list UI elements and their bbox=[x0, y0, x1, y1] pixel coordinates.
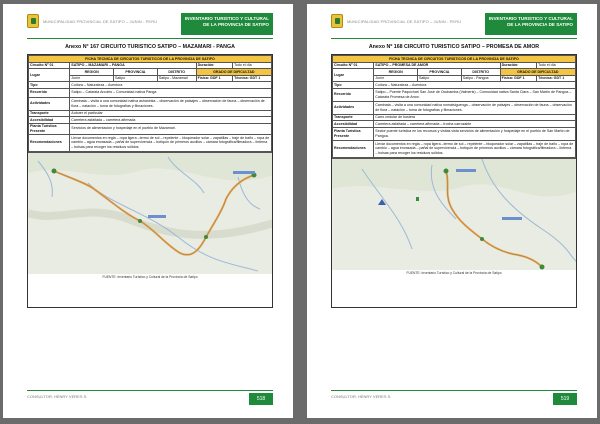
municipality-name: MUNICIPALIDAD PROVINCIAL DE SATIPO – JUNIN - PERU bbox=[43, 19, 158, 24]
map-caption: FUENTE: Inventario Turístico y Cultural de la Provincia de Satipo bbox=[102, 274, 198, 279]
duration-label: Duración: bbox=[196, 62, 232, 69]
transport-value: Autorer el particular bbox=[70, 110, 272, 117]
circuit-table bbox=[332, 55, 576, 158]
document-page-left bbox=[3, 4, 293, 418]
plant-value: Sector puente turística en los recursos y visitas vista servicios de alimentación y hospedaje en el pueblo de San Martín de Pangoa. bbox=[374, 127, 576, 140]
annex-title: Anexo Nº 168 CIRCUITO TURISTICO SATIPO – PROMESA DE AMOR bbox=[368, 44, 540, 50]
circuit-label: Circuito Nº 01 bbox=[333, 62, 374, 69]
district-header: DISTRITO bbox=[461, 69, 500, 76]
physical-difficulty: Física: GDF 1 bbox=[500, 75, 536, 82]
map-graphic bbox=[28, 153, 272, 274]
circuit-table bbox=[28, 55, 272, 152]
plant-value: Servicios de alimentación y hospedaje en el pueblo de Mazamari. bbox=[70, 123, 272, 134]
province-value: Satipo bbox=[418, 75, 462, 82]
header-rule bbox=[27, 38, 273, 39]
page-number: 518 bbox=[249, 393, 273, 405]
annex-title: Anexo N° 167 CIRCUITO TURISTICO SATIPO – MAZAMARI - PANGA bbox=[65, 44, 235, 50]
header-rule bbox=[331, 38, 577, 39]
page-number: 519 bbox=[553, 393, 577, 405]
activities-label: Actividades bbox=[29, 97, 70, 110]
consultant-name: CONSULTOR: HENRY VERES S. bbox=[27, 394, 88, 399]
duration-value: Todo el día bbox=[537, 62, 576, 69]
duration-label: Duración: bbox=[500, 62, 536, 69]
header-title: INVENTARIO TURISTICO Y CULTURAL DE LA PROVINCIA DE SATIPO bbox=[181, 13, 273, 35]
document-page-right bbox=[307, 4, 597, 418]
route-map bbox=[332, 158, 576, 270]
circuit-name: SATIPO – MAZAMARI – PANGA bbox=[70, 62, 196, 69]
difficulty-header: GRADO DE DIFICULTAD bbox=[196, 69, 271, 76]
municipality-name: MUNICIPALIDAD PROVINCIAL DE SATIPO – JUNIN - PERU bbox=[347, 19, 462, 24]
activities-value: Caminata – visita a una comunidad nativa nomatsiguenga – observación de paisajes – observación de fauna – observación de flora – natación – toma de fotografías y filmaciones. bbox=[374, 101, 576, 114]
accessibility-label: Accesibilidad bbox=[29, 117, 70, 124]
province-header: PROVINCIA bbox=[418, 69, 462, 76]
recommendations-label: Recomendaciones bbox=[29, 134, 70, 151]
district-value: Satipo - Mazamari bbox=[157, 75, 196, 82]
accessibility-value: Carretera asfaltada – carretera afirmada – trocha carrozable bbox=[374, 121, 576, 128]
province-value: Satipo bbox=[114, 75, 158, 82]
region-value: Junín bbox=[374, 75, 418, 82]
route-map bbox=[28, 152, 272, 274]
place-label: Lugar bbox=[333, 69, 374, 82]
type-value: Cultura – Naturaleza – Aventura bbox=[70, 82, 272, 89]
recommendations-value: Llevar documentos en regla – ropa ligera –termo de sol – repelente – bloqueador solar – zapatillas – traje de baño – ropa de cambio – agua envasada – pañal de supervivencia – botiquín de primeros auxilios – cámara fotográfica/filmadora – linterna – bolsas para recoger los residuos sólidos. bbox=[70, 134, 272, 151]
accessibility-label: Accesibilidad bbox=[333, 121, 374, 128]
municipality-logo bbox=[27, 14, 39, 28]
circuit-sheet bbox=[27, 54, 273, 308]
physical-difficulty: Física: GDF 1 bbox=[196, 75, 232, 82]
difficulty-header: GRADO DE DIFICULTAD bbox=[500, 69, 575, 76]
header-title: INVENTARIO TURISTICO Y CULTURAL DE LA PROVINCIA DE SATIPO bbox=[485, 13, 577, 35]
transport-value: Carro cedular de hostera bbox=[374, 114, 576, 121]
circuit-label: Circuito Nº 01 bbox=[29, 62, 70, 69]
transport-label: Transporte bbox=[333, 114, 374, 121]
circuit-name: SATIPO – PROMESA DE AMOR bbox=[374, 62, 500, 69]
activities-label: Actividades bbox=[333, 101, 374, 114]
district-header: DISTRITO bbox=[157, 69, 196, 76]
plant-label: Planta Turística Presente bbox=[333, 127, 374, 140]
consultant-name: CONSULTOR: HENRY VERES S. bbox=[331, 394, 392, 399]
technical-difficulty: Técnica: GDT 1 bbox=[537, 75, 576, 82]
route-label: Recorrido bbox=[333, 88, 374, 101]
district-value: Satipo - Pangoa bbox=[461, 75, 500, 82]
circuit-sheet bbox=[331, 54, 577, 308]
recommendations-label: Recomendaciones bbox=[333, 140, 374, 157]
page-footer bbox=[331, 390, 577, 400]
province-header: PROVINCIA bbox=[114, 69, 158, 76]
page-header bbox=[27, 13, 273, 35]
page-footer bbox=[27, 390, 273, 400]
map-caption: FUENTE: Inventario Turístico y Cultural de la Provincia de Satipo bbox=[406, 270, 502, 275]
plant-label: Planta Turística Presente bbox=[29, 123, 70, 134]
region-header: REGION bbox=[70, 69, 114, 76]
recommendations-value: Llevar documentos en regla – ropa ligera –termo de sol – repelente – bloqueador solar – zapatillas – traje de baño – ropa de cambio – agua envasada – pañal de supervivencia – botiquín de primeros auxilios – cámara fotográfica/filmadora – linterna – bolsas para recoger los residuos sólidos. bbox=[374, 140, 576, 157]
transport-label: Transporte bbox=[29, 110, 70, 117]
route-value: Satipo – Puente Paquichari San José de Ocobamba (Valmeris) – Comunidad nativa Santa Clara – San Martín de Pangoa – Catarata Promesa de Amor. bbox=[374, 88, 576, 101]
duration-value: Todo el día bbox=[233, 62, 272, 69]
route-label: Recorrido bbox=[29, 88, 70, 97]
route-value: Satipo – Catarata Arcoiris – Comunidad nativa Panga bbox=[70, 88, 272, 97]
sheet-title: FICHA TECNICA DE CIRCUITOS TURISTICOS DE LA PROVINCIA DE SATIPO bbox=[29, 56, 272, 63]
accessibility-value: Carretera asfaltada – carretera afirmada bbox=[70, 117, 272, 124]
type-value: Cultura – Naturaleza – Aventura bbox=[374, 82, 576, 89]
page-header bbox=[331, 13, 577, 35]
sheet-title: FICHA TECNICA DE CIRCUITOS TURISTICOS DE LA PROVINCIA DE SATIPO bbox=[333, 56, 576, 63]
type-label: Tipo bbox=[333, 82, 374, 89]
type-label: Tipo bbox=[29, 82, 70, 89]
activities-value: Caminata – visita a una comunidad nativa ashaninka – observación de paisajes – observación de fauna – observación de flora – natación – toma de fotografías y filmaciones. bbox=[70, 97, 272, 110]
region-value: Junín bbox=[70, 75, 114, 82]
map-graphic bbox=[332, 159, 576, 270]
municipality-logo bbox=[331, 14, 343, 28]
technical-difficulty: Técnica: GDT 1 bbox=[233, 75, 272, 82]
place-label: Lugar bbox=[29, 69, 70, 82]
region-header: REGION bbox=[374, 69, 418, 76]
